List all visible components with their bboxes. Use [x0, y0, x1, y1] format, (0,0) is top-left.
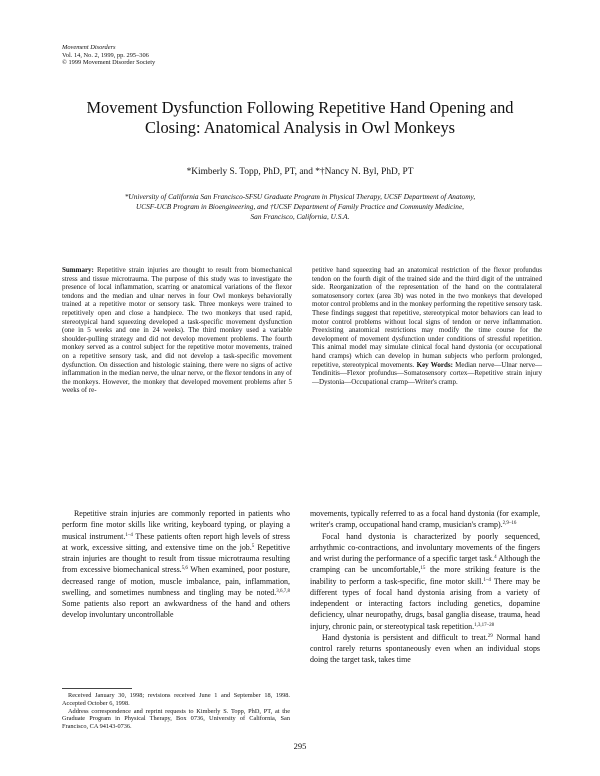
body-left-column: [62, 508, 290, 621]
body-text: These patients often report high levels of stress at work, excessive sitting, and extensive time on the job.: [62, 531, 291, 552]
affiliations: [40, 192, 560, 222]
body-paragraph: [62, 508, 290, 621]
body-text: Although the cramping can be uncomfortable,: [310, 554, 540, 575]
citation-ref: 5: [251, 543, 255, 549]
page-number: 295: [293, 741, 307, 751]
body-text: There may be different types of focal hand dystonia arising from a variety of independent or interacting factors including genetics, dopamine deficiency, ulnar neuropathy, drugs, basal ganglia disease, trauma, head injury, chronic pain, or stereotypical task repetition.: [310, 576, 540, 631]
affiliation-line-3: San Francisco, California, U.S.A.: [250, 212, 350, 221]
citation-ref: 1,3,17–28: [474, 622, 495, 628]
citation-ref: 29: [487, 633, 493, 639]
body-paragraph: [310, 508, 540, 531]
article-title: [40, 98, 560, 138]
footnote: [62, 692, 290, 731]
journal-name: Movement Disorders: [62, 44, 116, 51]
body-paragraph: [310, 531, 540, 632]
journal-volume: Vol. 14, No. 2, 1999, pp. 295–306: [62, 51, 149, 59]
abstract-left-column: [62, 266, 292, 395]
abstract-text-right: petitive hand squeezing had an anatomical restriction of the flexor profundus tendon on the fourth digit of the trained side and the third digit of the untrained side. Reorganization of the representation of the hand on the contralateral somatosensory cortex (area 3b) was noted in the two monkeys that developed motor control problems and in the monkey performing the repetitive sensory task. These findings suggest that repetitive, stereotypical motor behaviors can lead to motor control problems without local signs of tendon or nerve inflammation. Preexisting anatomical restrictions may modify the time course for the development of movement dysfunction under conditions of stressful repetition. This animal model may simulate clinical focal hand dystonia (or occupational hand cramps) which can develop in human subjects who perform prolonged, repetitive, stereotypical movements.: [312, 266, 542, 369]
body-text: When examined, poor posture, decreased range of motion, muscle imbalance, pain, inflammation, swelling, and sometimes numbness and tingling may be noted.: [62, 565, 290, 597]
body-text: Hand dystonia is persistent and difficult to treat.: [322, 632, 488, 642]
citation-ref: 4: [494, 555, 497, 560]
journal-copyright: © 1999 Movement Disorder Society: [62, 59, 156, 67]
abstract-text-left: Repetitive strain injuries are thought to result from biomechanical stress and tissue microtrauma. The purpose of this study was to investigate the presence of local inflammation, scarring or anatomical variations of the flexor tendons and the median and ulnar nerves in four Owl monkeys behaviorally trained at a repetitive motor or sensory task. Three monkeys were trained to repetitively open and close a handpiece. The two monkeys that used rapid, stereotypical hand squeezing developed a task-specific movement dysfunction (one in 5 weeks and one in 24 weeks). The third monkey used a variable shoulder-pulling strategy and did not develop movement problems. The fourth monkey served as a control subject for the repetitive motor movements, trained on a repetitive sensory task, and did not develop a task-specific movement dysfunction. On dissection and histologic staining, there were no signs of active inflammation in the median nerve, the ulnar nerve, or the flexor tendons in any of the monkeys. However, the monkey that developed movement problems after 5 weeks of re-: [62, 266, 293, 395]
footnote-divider: [62, 688, 132, 689]
author-list: *Kimberly S. Topp, PhD, PT, and *†Nancy N. Byl, PhD, PT: [186, 167, 414, 177]
affiliation-line-1: *University of California San Francisco-SFSU Graduate Program in Physical Therapy, UCSF Department of Anatomy,: [124, 192, 476, 201]
body-paragraph: [310, 632, 540, 666]
body-text: Repetitive strain injuries are thought to result from tissue microtrauma resulting from excessive biomechanical stress.: [62, 542, 291, 575]
keywords-label: Key Words:: [416, 360, 453, 369]
body-text: Repetitive strain injuries are commonly reported in patients who perform fine motor skills like writing, keyboard typing, or playing a musical instrument.: [62, 509, 290, 541]
body-text: movements, typically referred to as a focal hand dystonia (for example, writer's cramp, occupational hand cramp, musician's cramp).: [310, 509, 540, 530]
citation-ref: 2,9–16: [502, 521, 517, 527]
citation-ref: 3,6,7,8: [276, 588, 290, 594]
keywords-text: Median nerve—Ulnar nerve—Tendinitis—Flexor profundus—Somatosensory cortex—Repetitive strain injury—Dystonia—Occupational cramp—Writer's cramp.: [312, 360, 542, 386]
citation-ref: 5,6: [181, 566, 188, 572]
abstract-label: Summary:: [62, 266, 94, 274]
body-text: Some patients also report an awkwardness of the hand and others develop involuntary uncontrollable: [62, 599, 290, 620]
journal-header: [62, 44, 155, 67]
abstract-right-column: [312, 266, 542, 386]
body-text: the more striking feature is the inability to perform a task-specific, fine motor skill.: [310, 565, 540, 586]
citation-ref: 1–4: [125, 532, 133, 538]
affiliation-line-2: UCSF-UCB Program in Bioengineering, and †UCSF Department of Family Practice and Community Medicine,: [135, 202, 465, 211]
citation-ref: 1–4: [483, 577, 491, 583]
footnote-received: Received January 30, 1998; revisions received June 1 and September 18, 1998. Accepted October 6, 1998.: [62, 692, 290, 707]
title-line-1: Movement Dysfunction Following Repetitive Hand Opening and: [86, 98, 514, 117]
citation-ref: 15: [420, 566, 426, 572]
title-line-2: Closing: Anatomical Analysis in Owl Monkeys: [144, 118, 456, 137]
body-text: Focal hand dystonia is characterized by poorly sequenced, arrhythmic co-contractions, and involuntary movements of the fingers and wrist during the performance of a specific target task.: [310, 531, 540, 563]
footnote-address: Address correspondence and reprint requests to Kimberly S. Topp, PhD, PT, at the Graduate Program in Physical Therapy, Box 0736, University of California, San Francisco, CA 94143-0736.: [62, 707, 290, 731]
body-text: Normal hand control rarely returns spontaneously even when an individual stops doing the target task, takes time: [310, 632, 540, 665]
body-right-column: [310, 508, 540, 666]
